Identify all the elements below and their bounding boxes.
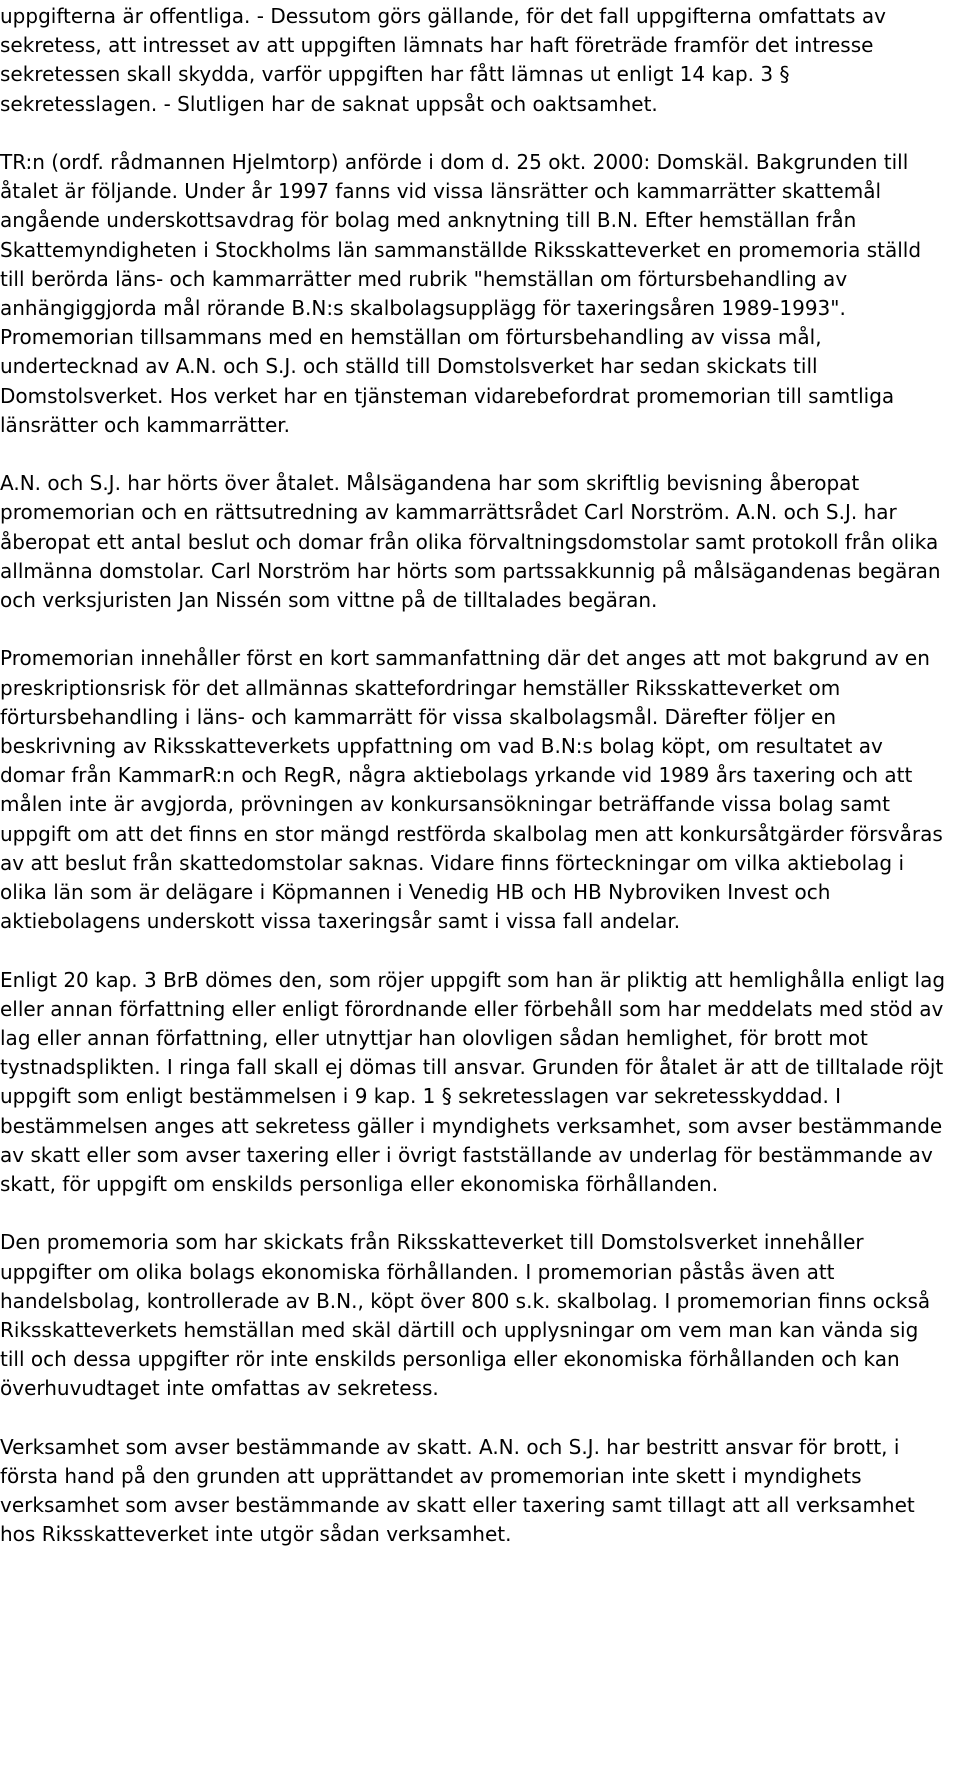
paragraph-memorandum-details: Den promemoria som har skickats från Riksskatteverket till Domstolsverket innehåller uppgifter om olika bolags ekonomiska förhållanden. I promemorian påstås även att handelsbolag, kontrollerade av B.N., köpt över 800 s.k. skalbolag. I promemorian finns också Riksskatteverkets hemställan med skäl därtill och upplysningar om vem man kan vända sig till och dessa uppgifter rör inte enskilds personliga eller ekonomiska förhållanden och kan överhuvudtaget inte omfattas av sekretess.: [0, 1230, 931, 1401]
paragraph-judgment-background: TR:n (ordf. rådmannen Hjelmtorp) anförde i dom d. 25 okt. 2000: Domskäl. Bakgrunden till åtalet är följande. Under år 1997 fanns vid vissa länsrätter och kammarrätter skattemål angående underskottsavdrag för bolag med anknytning till B.N. Efter hemställan från Skattemyndigheten i Stockholms län sammanställde Riksskatteverket en promemoria ställd till berörda läns- och kammarrätter med rubrik "hemställan om förtursbehandling av anhängiggjorda mål rörande B.N:s skalbolagsupplägg för taxeringsåren 1989-1993". Promemorian tillsammans med en hemställan om förtursbehandling av vissa mål, undertecknad av A.N. och S.J. och ställd till Domstolsverket har sedan skickats till Domstolsverket. Hos verket har en tjänsteman vidarebefordrat promemorian till samtliga länsrätter och kammarrätter.: [0, 150, 922, 437]
paragraph-legal-provision: Enligt 20 kap. 3 BrB dömes den, som röjer uppgift som han är pliktig att hemlighålla enligt lag eller annan författning eller enligt förordnande eller förbehåll som har meddelats med stöd av lag eller annan författning, eller utnyttjar han olovligen sådan hemlighet, för brott mot tystnadsplikten. I ringa fall skall ej dömas till ansvar. Grunden för åtalet är att de tilltalade röjt uppgift som enligt bestämmelsen i 9 kap. 1 § sekretesslagen var sekretesskyddad. I bestämmelsen anges att sekretess gäller i myndighets verksamhet, som avser bestämmande av skatt eller som avser taxering eller i övrigt fastställande av underlag för bestämmande av skatt, för uppgift om enskilds personliga eller ekonomiska förhållanden.: [0, 967, 946, 1197]
paragraph-tax-activity: Verksamhet som avser bestämmande av skatt. A.N. och S.J. har bestritt ansvar för brott, i första hand på den grunden att upprättandet av promemorian inte skett i myndighets verksamhet som avser bestämmande av skatt eller taxering samt tillagt att all verksamhet hos Riksskatteverket inte utgör sådan verksamhet.: [0, 1434, 915, 1547]
paragraph-memorandum-content: Promemorian innehåller först en kort sammanfattning där det anges att mot bakgrund av en preskriptionsrisk för det allmännas skattefordringar hemställer Riksskatteverket om förtursbehandling i läns- och kammarrätt för vissa skalbolagsmål. Därefter följer en beskrivning av Riksskatteverkets uppfattning om vad B.N:s bolag köpt, om resultatet av domar från KammarR:n och RegR, några aktiebolags yrkande vid 1989 års taxering och att målen inte är avgjorda, prövningen av konkursansökningar beträffande vissa bolag samt uppgift om att det finns en stor mängd restförda skalbolag men att konkursåtgärder försvåras av att beslut från skattedomstolar saknas. Vidare finns förteckningar om vilka aktiebolag i olika län som är delägare i Köpmannen i Venedig HB och HB Nybroviken Invest och aktiebolagens underskott vissa taxeringsår samt i vissa fall andelar.: [0, 646, 943, 934]
paragraph-hearing: A.N. och S.J. har hörts över åtalet. Målsägandena har som skriftlig bevisning åberopat promemorian och en rättsutredning av kammarrättsrådet Carl Norström. A.N. och S.J. har åberopat ett antal beslut och domar från olika förvaltningsdomstolar samt protokoll från olika allmänna domstolar. Carl Norström har hörts som partssakkunnig på målsägandenas begäran och verksjuristen Jan Nissén som vittne på de tilltalades begäran.: [0, 471, 941, 613]
paragraph-continuation: uppgifterna är offentliga. - Dessutom görs gällande, för det fall uppgifterna omfattats av sekretess, att intresset av att uppgiften lämnats har haft företräde framför det intresse sekretessen skall skydda, varför uppgiften har fått lämnas ut enligt 14 kap. 3 § sekretesslagen. - Slutligen har de saknat uppsåt och oaktsamhet.: [0, 4, 886, 116]
